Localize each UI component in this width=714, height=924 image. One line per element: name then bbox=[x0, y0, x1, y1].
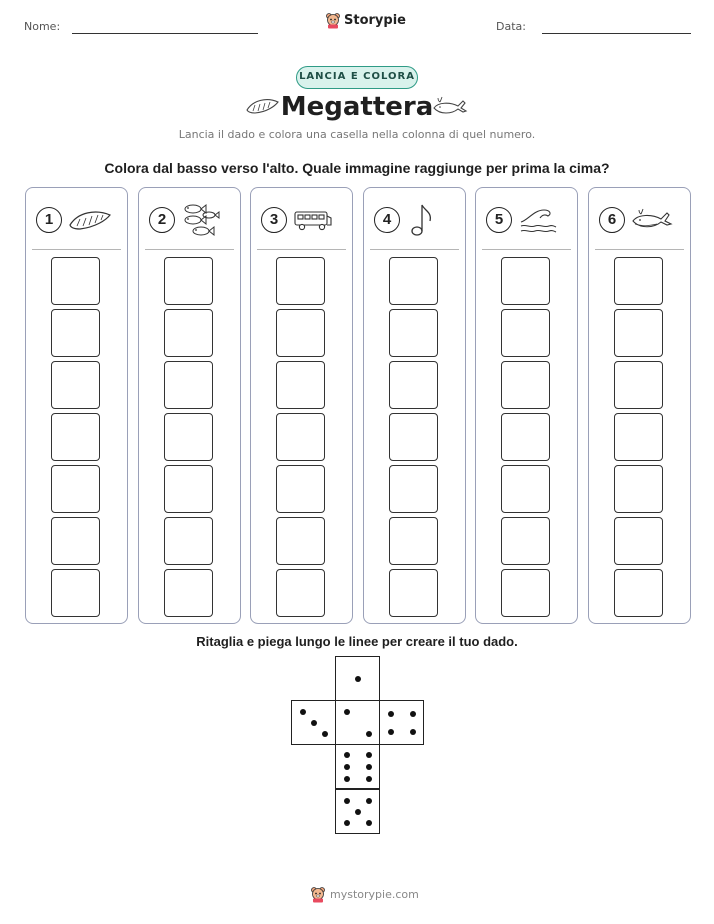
wave-icon bbox=[518, 206, 558, 234]
color-box[interactable] bbox=[389, 309, 438, 357]
color-box[interactable] bbox=[614, 465, 663, 513]
die-face-3 bbox=[291, 700, 336, 745]
die-pip bbox=[322, 731, 328, 737]
color-box[interactable] bbox=[501, 517, 550, 565]
color-box[interactable] bbox=[501, 465, 550, 513]
die-pip bbox=[366, 798, 372, 804]
column-header bbox=[599, 202, 684, 238]
die-pip bbox=[344, 798, 350, 804]
bear-logo-icon bbox=[310, 886, 326, 903]
color-box[interactable] bbox=[389, 361, 438, 409]
column-header bbox=[486, 202, 571, 238]
color-box[interactable] bbox=[501, 257, 550, 305]
die-pip bbox=[366, 752, 372, 758]
die-pip bbox=[355, 809, 361, 815]
column-2 bbox=[138, 187, 241, 624]
bear-logo-icon bbox=[325, 12, 341, 29]
die-pip bbox=[366, 776, 372, 782]
color-box[interactable] bbox=[51, 361, 100, 409]
color-box[interactable] bbox=[51, 413, 100, 461]
color-box[interactable] bbox=[164, 413, 213, 461]
die-pip bbox=[344, 820, 350, 826]
color-box[interactable] bbox=[389, 517, 438, 565]
activity-badge: LANCIA E COLORA bbox=[296, 66, 418, 89]
date-line bbox=[542, 33, 691, 34]
color-box[interactable] bbox=[51, 569, 100, 617]
die-pip bbox=[388, 711, 394, 717]
die-pip bbox=[311, 720, 317, 726]
column-number: 2 bbox=[149, 207, 175, 233]
column-number: 3 bbox=[261, 207, 287, 233]
fish-school-icon bbox=[181, 202, 221, 238]
color-box[interactable] bbox=[276, 517, 325, 565]
music-note-icon bbox=[406, 202, 436, 238]
die-face-6 bbox=[335, 744, 380, 789]
color-box[interactable] bbox=[614, 517, 663, 565]
school-bus-icon bbox=[293, 208, 333, 232]
color-box[interactable] bbox=[614, 309, 663, 357]
die-pip bbox=[366, 731, 372, 737]
color-box[interactable] bbox=[276, 569, 325, 617]
brand bbox=[325, 12, 406, 29]
die-face-1 bbox=[335, 656, 380, 701]
die-face-2 bbox=[335, 700, 380, 745]
color-box[interactable] bbox=[614, 361, 663, 409]
die-face-4 bbox=[379, 700, 424, 745]
column-3 bbox=[250, 187, 353, 624]
die-pip bbox=[410, 729, 416, 735]
die-pip bbox=[344, 709, 350, 715]
color-box[interactable] bbox=[51, 309, 100, 357]
color-box[interactable] bbox=[164, 257, 213, 305]
column-number: 6 bbox=[599, 207, 625, 233]
footer bbox=[310, 886, 419, 903]
die-face-5 bbox=[335, 789, 380, 834]
color-box[interactable] bbox=[389, 465, 438, 513]
color-box[interactable] bbox=[389, 413, 438, 461]
color-box[interactable] bbox=[389, 257, 438, 305]
color-box[interactable] bbox=[276, 257, 325, 305]
color-box[interactable] bbox=[501, 569, 550, 617]
color-box[interactable] bbox=[164, 309, 213, 357]
color-box[interactable] bbox=[501, 309, 550, 357]
date-label: Data: bbox=[496, 20, 526, 33]
whale-icon bbox=[432, 96, 468, 118]
color-box[interactable] bbox=[51, 257, 100, 305]
column-4 bbox=[363, 187, 466, 624]
color-box[interactable] bbox=[501, 361, 550, 409]
color-box[interactable] bbox=[164, 361, 213, 409]
die-pip bbox=[388, 729, 394, 735]
column-divider bbox=[482, 249, 571, 250]
column-1 bbox=[25, 187, 128, 624]
column-divider bbox=[595, 249, 684, 250]
column-divider bbox=[32, 249, 121, 250]
instruction: Colora dal basso verso l'alto. Quale immagine raggiunge per prima la cima? bbox=[104, 160, 610, 176]
column-number: 4 bbox=[374, 207, 400, 233]
brand-name: Storypie bbox=[344, 13, 406, 28]
column-number: 1 bbox=[36, 207, 62, 233]
color-box[interactable] bbox=[276, 413, 325, 461]
whale-icon bbox=[631, 207, 673, 233]
color-box[interactable] bbox=[614, 257, 663, 305]
die-pip bbox=[344, 764, 350, 770]
page-title: Megattera bbox=[280, 92, 434, 122]
die-pip bbox=[355, 676, 361, 682]
color-box[interactable] bbox=[389, 569, 438, 617]
die-pip bbox=[300, 709, 306, 715]
color-box[interactable] bbox=[501, 413, 550, 461]
color-box[interactable] bbox=[276, 361, 325, 409]
column-header bbox=[374, 202, 459, 238]
footer-url: mystorypie.com bbox=[330, 888, 419, 901]
color-box[interactable] bbox=[614, 413, 663, 461]
column-divider bbox=[257, 249, 346, 250]
color-box[interactable] bbox=[51, 465, 100, 513]
die-pip bbox=[344, 752, 350, 758]
column-header bbox=[36, 202, 121, 238]
column-header bbox=[261, 202, 346, 238]
color-box[interactable] bbox=[614, 569, 663, 617]
krill-icon bbox=[68, 207, 112, 233]
color-box[interactable] bbox=[276, 309, 325, 357]
die-pip bbox=[366, 764, 372, 770]
column-divider bbox=[370, 249, 459, 250]
color-box[interactable] bbox=[164, 517, 213, 565]
die-pip bbox=[366, 820, 372, 826]
name-line bbox=[72, 33, 258, 34]
column-5 bbox=[475, 187, 578, 624]
column-divider bbox=[145, 249, 234, 250]
cut-instruction: Ritaglia e piega lungo le linee per creare il tuo dado. bbox=[196, 634, 518, 649]
color-box[interactable] bbox=[164, 465, 213, 513]
column-number: 5 bbox=[486, 207, 512, 233]
column-6 bbox=[588, 187, 691, 624]
color-box[interactable] bbox=[51, 517, 100, 565]
color-box[interactable] bbox=[164, 569, 213, 617]
column-header bbox=[149, 202, 234, 238]
die-pip bbox=[410, 711, 416, 717]
name-label: Nome: bbox=[24, 20, 61, 33]
color-box[interactable] bbox=[276, 465, 325, 513]
die-pip bbox=[344, 776, 350, 782]
subtitle: Lancia il dado e colora una casella nella colonna di quel numero. bbox=[178, 128, 536, 141]
